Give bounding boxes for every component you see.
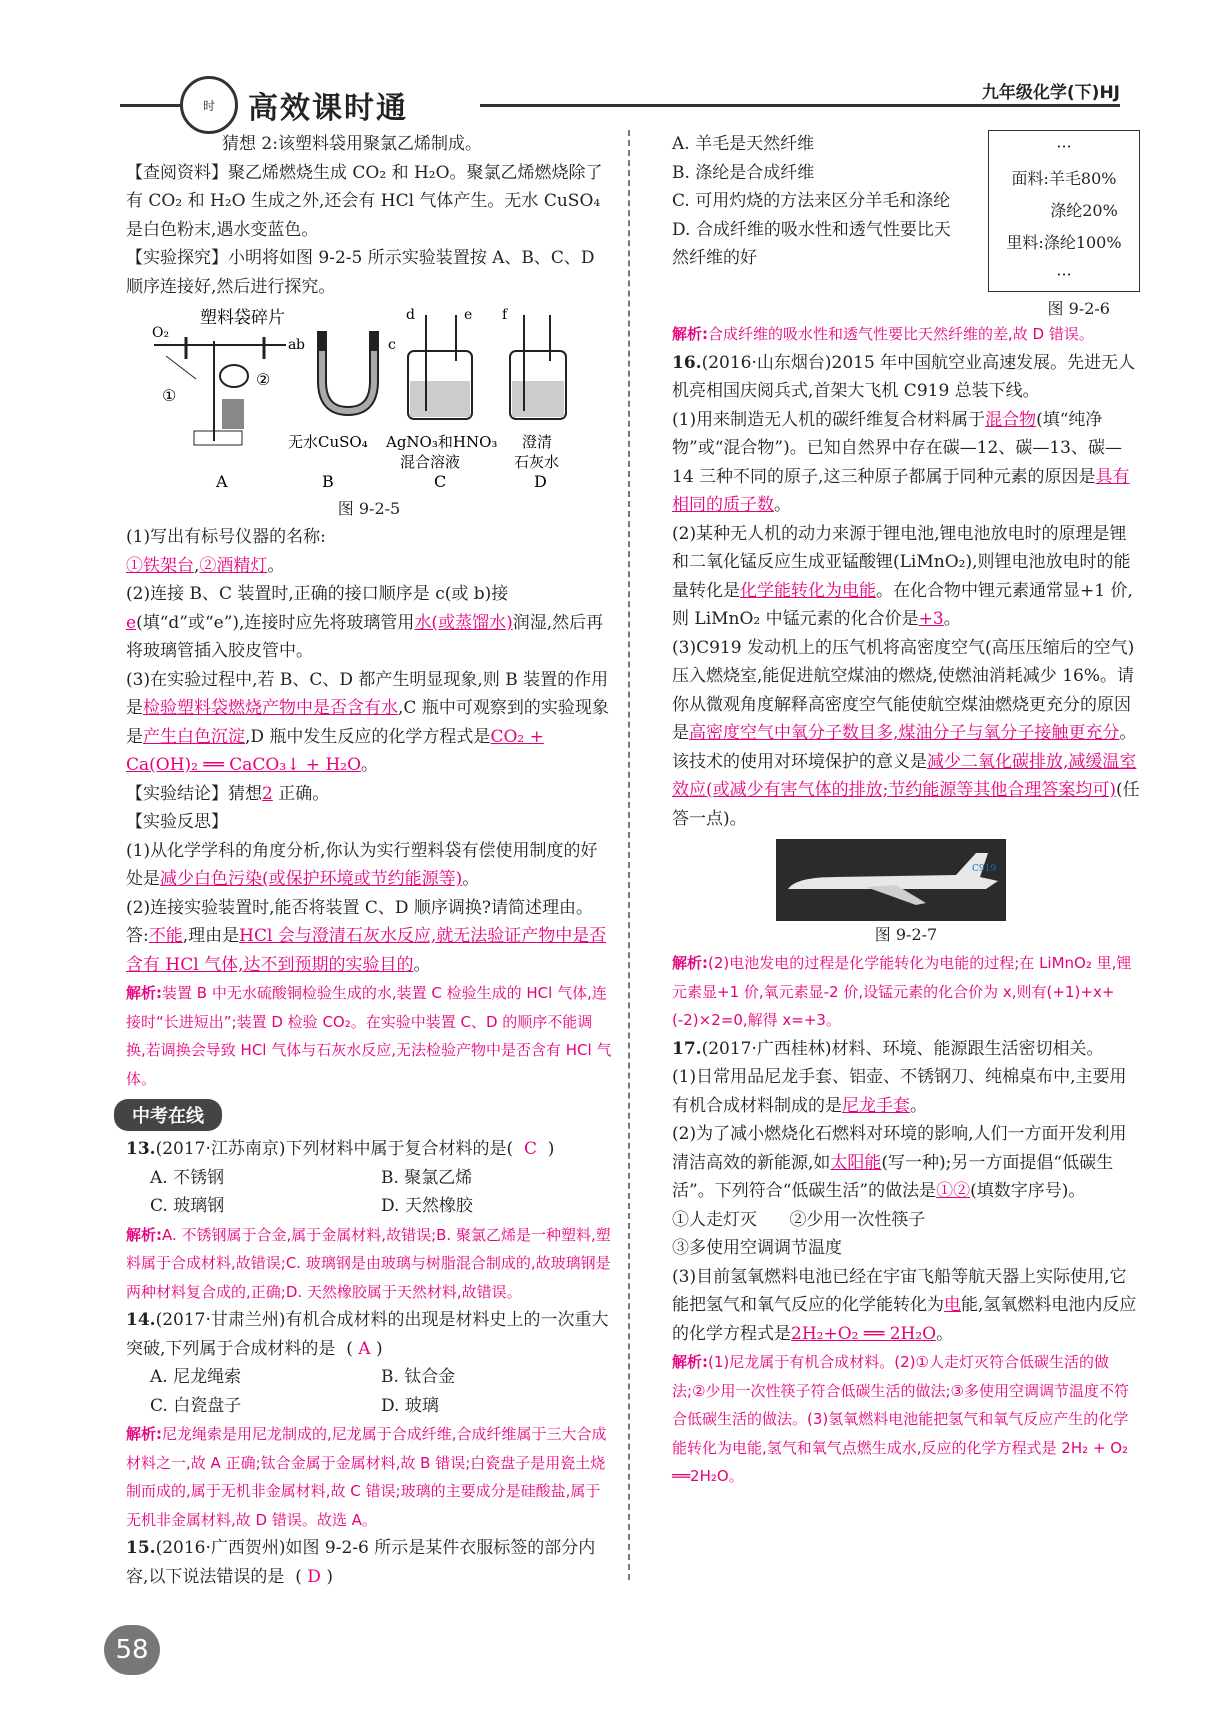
- alarm-clock-icon: [180, 76, 238, 134]
- paren: ): [375, 1338, 383, 1359]
- header: [120, 74, 1120, 136]
- fig-letter-a: A: [216, 472, 228, 491]
- section-badge: 中考在线: [114, 1099, 222, 1131]
- answer-energy: 化学能转化为电能: [740, 580, 876, 601]
- fig-label-o2: O₂: [152, 325, 170, 341]
- analysis-label: 解析:: [672, 954, 708, 972]
- text: (1)日常用品尼龙手套、铝壶、不锈钢刀、纯棉桌布中,主要用有机合成材料制成的是: [672, 1067, 1127, 1116]
- text: 【实验结论】猜想: [126, 783, 262, 804]
- analysis-17: [672, 1348, 1140, 1491]
- option-c: C. 白瓷盘子: [150, 1395, 242, 1416]
- qnum: 13.: [126, 1139, 156, 1159]
- option-a: A. 不锈钢: [150, 1167, 225, 1188]
- text: (1)用来制造无人机的碳纤维复合材料属于: [672, 409, 986, 430]
- analysis-label: 解析:: [672, 325, 708, 343]
- label-polyester: 涤纶20%: [1050, 201, 1118, 220]
- q17-part1: [672, 1063, 1140, 1120]
- answer-1-line: [126, 552, 612, 581]
- answer-lowcarbon: ①②: [936, 1181, 971, 1201]
- qnum: 14.: [126, 1310, 156, 1330]
- apparatus-a: [154, 337, 296, 445]
- text: (填“d”或“e”),连接时应先将玻璃管用: [136, 612, 415, 633]
- answer-nylon: 尼龙手套: [842, 1095, 910, 1116]
- analysis-13: [126, 1221, 612, 1307]
- text: (1)从化学学科的角度分析,你认为实行塑料袋有偿使用制度的好处是: [126, 840, 598, 889]
- answer-protons: 具有相同的质子数: [672, 466, 1130, 515]
- fig-label-f: f: [502, 307, 508, 323]
- question-14: [126, 1306, 612, 1363]
- answer-alcohol-lamp: ②酒精灯: [199, 555, 268, 576]
- q16-part3: [672, 634, 1140, 834]
- answer-choice: D: [307, 1566, 321, 1587]
- paren: ): [326, 1566, 333, 1587]
- option-a: A. 尼龙绳索: [150, 1367, 242, 1387]
- fig-label-bag: 塑料袋碎片: [200, 308, 285, 328]
- answer-hypothesis: 2: [262, 783, 273, 804]
- q17-part3: [672, 1263, 1140, 1349]
- q16-part1: [672, 406, 1140, 520]
- option-2: ②少用一次性筷子: [789, 1209, 926, 1230]
- answer-valence: +3: [918, 609, 944, 629]
- airplane-icon: [776, 839, 1006, 921]
- right-column: [672, 130, 1140, 1491]
- answer-b-role: 检验塑料袋燃烧产物中是否含有水: [143, 698, 398, 718]
- answer-benefit: 减少白色污染(或保护环境或节约能源等): [160, 869, 463, 889]
- text: 。: [361, 755, 379, 775]
- answer-h2-equation: 2H₂+O₂ ══ 2H₂O: [791, 1323, 937, 1344]
- analysis-label: 解析:: [672, 1353, 708, 1371]
- analysis-text: 尼龙绳索是用尼龙制成的,尼龙属于合成纤维,合成纤维属于三大合成材料之一,故 A 正确;钛合金属于金属材料,故 B 错误;白瓷盘子是用瓷土烧制而成的,属于无机非金属材料,故 C 错误;玻璃的主要成分是硅酸盐,属于无机非金属材料,故 D 错误。故选 A。: [126, 1425, 607, 1529]
- apparatus-d: [502, 307, 566, 471]
- figure-caption-9-2-6: 图 9-2-6: [1047, 299, 1110, 318]
- apparatus-b: [288, 331, 396, 451]
- reference-info: 【查阅资料】聚乙烯燃烧生成 CO₂ 和 H₂O。聚氯乙烯燃烧除了有 CO₂ 和 H₂O 生成之外,还会有 HCl 气体产生。无水 CuSO₄ 是白色粉末,遇水变蓝色。: [126, 162, 603, 240]
- label-lining: 里料:涤纶100%: [1006, 233, 1122, 252]
- paren: (: [295, 1566, 302, 1587]
- analysis-text: (2)电池发电的过程是化学能转化为电能的过程;在 LiMnO₂ 里,锂元素显+1 价,氧元素显-2 价,设锰元素的化合价为 x,则有(+1)+x+(-2)×2=0,解得 x=+3。: [672, 954, 1132, 1029]
- qnum: 15.: [126, 1538, 156, 1558]
- answer-port: e: [126, 612, 137, 633]
- text: (3)C919 发动机上的压气机将高密度空气(高压压缩后的空气)压入燃烧室,能促进航空煤油的燃烧,使燃油消耗减少 16%。请你从微观角度解释高密度空气能使航空煤油燃烧更充分的原因是: [672, 637, 1135, 743]
- logo: [180, 78, 480, 132]
- punct: 。: [267, 555, 285, 576]
- fig-label-d: d: [406, 307, 415, 323]
- answer-d-equation: CO₂ + Ca(OH)₂ ══ CaCO₃↓ + H₂O: [126, 726, 544, 775]
- paren: ): [547, 1139, 555, 1159]
- text: 。: [774, 495, 791, 515]
- q16-part2: [672, 520, 1140, 634]
- page-number: 58: [104, 1625, 160, 1675]
- answer-mixture: 混合物: [985, 409, 1037, 430]
- answer-micro: 高密度空气中氧分子数目多,煤油分子与氧分子接触更充分: [689, 723, 1120, 743]
- option-d: D. 合成纤维的吸水性和透气性要比天然纤维的好: [672, 219, 951, 268]
- q17-option-3: ③多使用空调调节温度: [672, 1238, 842, 1258]
- answer-choice: C: [523, 1139, 537, 1159]
- paren: (: [346, 1338, 353, 1359]
- fig-letter-d: D: [534, 472, 547, 491]
- analysis-15: [672, 320, 1140, 349]
- reflection-2: [126, 894, 612, 980]
- analysis-label: 解析:: [126, 1225, 162, 1244]
- answer-electric: 电: [944, 1295, 961, 1315]
- text: (2)连接实验装置时,能否将装置 C、D 顺序调换?请简述理由。答:: [126, 897, 594, 946]
- sep: ,: [194, 555, 200, 576]
- experiment-intro: 【实验探究】小明将如图 9-2-5 所示实验装置按 A、B、C、D 顺序连接好,然后进行探究。: [126, 248, 595, 297]
- text: ,C 瓶中可观察到的实验现象是: [126, 698, 609, 747]
- text: ,D 瓶中发生反应的化学方程式是: [245, 726, 491, 747]
- answer-choice: A: [358, 1338, 371, 1359]
- analysis-16: [672, 949, 1140, 1035]
- option-c: C. 玻璃钢: [150, 1196, 225, 1216]
- stem: 下列材料中属于复合材料的是(: [285, 1139, 514, 1159]
- text: (3)目前氢氧燃料电池已经在宇宙飞船等航天器上实际使用,它能把氢气和氧气反应的化学能转化为: [672, 1266, 1127, 1315]
- text: 润湿,然后再将玻璃管插入胶皮管中。: [126, 612, 604, 661]
- text: 。: [462, 869, 480, 889]
- options-13: [126, 1164, 612, 1221]
- clothing-label-figure: [988, 130, 1140, 292]
- text: 。: [943, 609, 961, 629]
- source: (2016·广西贺州): [155, 1538, 286, 1558]
- question-13: [126, 1135, 612, 1164]
- analysis-label: 解析:: [126, 1425, 162, 1443]
- answer-solar: 太阳能: [830, 1152, 882, 1173]
- question-17: [672, 1035, 1140, 1064]
- question-16: [672, 349, 1140, 406]
- text: 能,氢氧燃料电池内反应的化学方程式是: [672, 1295, 1137, 1344]
- brand-title: 高效课时通: [248, 91, 408, 126]
- label-dots: ···: [1056, 265, 1072, 284]
- fig-label-agno3-a: AgNO₃和HNO₃: [386, 433, 498, 451]
- stem: 2015 年中国航空业高速发展。先进无人机亮相国庆阅兵式,首架大飞机 C919 总装下线。: [672, 352, 1136, 401]
- answer-iron-stand: ①铁架台: [126, 555, 194, 576]
- text: (2)为了减小燃烧化石燃料对环境的影响,人们一方面开发利用清洁高效的新能源,如: [672, 1124, 1127, 1173]
- hypothesis-2: 猜想 2:该塑料袋用聚氯乙烯制成。: [222, 134, 482, 154]
- text: (任答一点)。: [672, 780, 1140, 829]
- fig-label-n2: ②: [256, 370, 271, 389]
- option-a: A. 羊毛是天然纤维: [672, 134, 815, 154]
- fig-label-agno3-b: 混合溶液: [400, 453, 461, 471]
- fig-label-b: b: [296, 337, 305, 353]
- fig-letter-c: C: [434, 472, 447, 491]
- reflection-heading: 【实验反思】: [126, 812, 228, 832]
- option-b: B. 钛合金: [381, 1367, 456, 1387]
- fig-label-c: c: [388, 337, 396, 353]
- source: (2017·江苏南京): [155, 1139, 286, 1159]
- fig-label-cuso4: 无水CuSO₄: [288, 433, 368, 451]
- clock-text: 时: [202, 98, 215, 113]
- answer-significance: 减少二氧化碳排放,减缓温室效应(或减少有害气体的排放;节约能源等其他合理答案均可): [672, 751, 1137, 800]
- fig-label-n1: ①: [162, 386, 177, 405]
- text: (2)某种无人机的动力来源于锂电池,锂电池放电时的原理是锂和二氧化锰反应生成亚锰酸锂(LiMnO₂),则锂电池放电时的能量转化是: [672, 523, 1131, 601]
- label-fabric: 面料:羊毛80%: [1011, 169, 1117, 188]
- left-column: [126, 130, 612, 1591]
- text: (2)连接 B、C 装置时,正确的接口顺序是 c(或 b)接: [126, 584, 509, 604]
- options-15: [672, 130, 962, 273]
- options-14: [126, 1363, 612, 1420]
- question-15: [126, 1534, 612, 1591]
- fig-label-lime-b: 石灰水: [514, 453, 560, 471]
- fig-label-lime-a: 澄清: [522, 433, 553, 451]
- source: (2017·甘肃兰州): [155, 1310, 286, 1330]
- figure-caption-9-2-5: 图 9-2-5: [337, 499, 401, 518]
- column-divider: [628, 130, 630, 1580]
- analysis-text: 装置 B 中无水硫酸铜检验生成的水,装置 C 检验生成的 HCl 气体,连接时“长进短出”;装置 D 检验 CO₂。在实验中装置 C、D 的顺序不能调换,若调换会导致 HCl 气体与石灰水反应,无法检验产物中是否含有 HCl 气体。: [126, 984, 612, 1088]
- figure-caption-9-2-7: 图 9-2-7: [874, 925, 938, 944]
- c919-airplane-image: [776, 839, 1006, 921]
- text: (填数字序号)。: [970, 1181, 1086, 1201]
- text: 。: [936, 1323, 954, 1344]
- text: (3)在实验过程中,若 B、C、D 都产生明显现象,则 B 装置的作用是: [126, 669, 609, 718]
- question-1: (1)写出有标号仪器的名称:: [126, 527, 326, 547]
- apparatus-c: [385, 307, 497, 471]
- label-dots: ···: [1056, 137, 1072, 156]
- option-b: B. 涤纶是合成纤维: [672, 162, 815, 183]
- answer-c-phenomenon: 产生白色沉淀: [143, 726, 245, 747]
- stem: 如图 9-2-6 所示是某件衣服标签的部分内容,以下说法错误的是: [126, 1538, 596, 1587]
- analysis-text: A. 不锈钢属于合金,属于金属材料,故错误;B. 聚氯乙烯是一种塑料,塑料属于合成材料,故错误;C. 玻璃钢是由玻璃与树脂混合制成的,故玻璃钢是两种材料复合成的,正确;D. 天然橡胶属于天然材料,故错误。: [126, 1225, 611, 1301]
- stem: 有机合成材料的出现是材料史上的一次重大突破,下列属于合成材料的是: [126, 1310, 609, 1359]
- text: (写一种);另一方面提倡“低碳生活”。下列符合“低碳生活”的做法是: [672, 1152, 1114, 1201]
- q17-options-row1: [672, 1206, 1140, 1235]
- option-c: C. 可用灼烧的方法来区分羊毛和涤纶: [672, 191, 951, 211]
- option-d: D. 天然橡胶: [381, 1196, 473, 1216]
- stem: 材料、环境、能源跟生活密切相关。: [831, 1038, 1104, 1059]
- question-2: [126, 580, 612, 666]
- answer-reason: HCl 会与澄清石灰水反应,就无法验证产物中是否含有 HCl 气体,达不到预期的实验目的: [126, 926, 607, 975]
- conclusion: [126, 780, 612, 809]
- plane-tail-text: C919: [972, 864, 997, 874]
- analysis-14: [126, 1420, 612, 1534]
- qnum: 17.: [672, 1038, 702, 1059]
- reflection-1: [126, 837, 612, 894]
- fig-label-a: a: [288, 337, 297, 353]
- option-b: B. 聚氯乙烯: [381, 1167, 473, 1188]
- figure-9-2-5: [126, 301, 612, 491]
- source: (2016·山东烟台): [701, 352, 832, 373]
- analysis-text: (1)尼龙属于有机合成材料。(2)①人走灯灭符合低碳生活的做法;②少用一次性筷子符合低碳生活的做法;③多使用空调调节温度不符合低碳生活的做法。(3)氢氧燃料电池能把氢气和氧气反应产生的化学能转化为电能,氢气和氧气点燃生成水,反应的化学方程式是 2H₂ + O₂ ══2H₂O。: [672, 1353, 1130, 1485]
- text: 。在化合物中锂元素通常显+1 价,则 LiMnO₂ 中锰元素的化合价是: [672, 580, 1133, 629]
- source: (2017·广西桂林): [701, 1038, 832, 1059]
- text: 。: [413, 954, 431, 975]
- q15-block: [672, 130, 1140, 320]
- fig-label-e: e: [464, 307, 473, 323]
- text: ,理由是: [182, 926, 240, 946]
- text: 正确。: [272, 783, 330, 804]
- analysis-text: 合成纤维的吸水性和透气性要比天然纤维的差,故 D 错误。: [708, 325, 1094, 343]
- answer-cannot: 不能: [148, 926, 183, 946]
- qnum: 16.: [672, 352, 702, 373]
- question-3: [126, 666, 612, 780]
- option-d: D. 玻璃: [381, 1395, 439, 1416]
- fig-letter-b: B: [322, 472, 334, 491]
- text: (填“纯净物”或“混合物”)。已知自然界中存在碳—12、碳—13、碳—14 三种不同的原子,这三种原子都属于同种元素的原因是: [672, 409, 1122, 487]
- analysis-12: [126, 979, 612, 1093]
- option-1: ①人走灯灭: [672, 1209, 757, 1230]
- text: 。该技术的使用对环境保护的意义是: [672, 723, 1137, 772]
- q17-part2: [672, 1120, 1140, 1206]
- answer-water: 水(或蒸馏水): [414, 612, 513, 633]
- grade-label: 九年级化学(下)HJ: [972, 78, 1120, 103]
- analysis-label: 解析:: [126, 984, 162, 1002]
- text: 。: [910, 1095, 927, 1116]
